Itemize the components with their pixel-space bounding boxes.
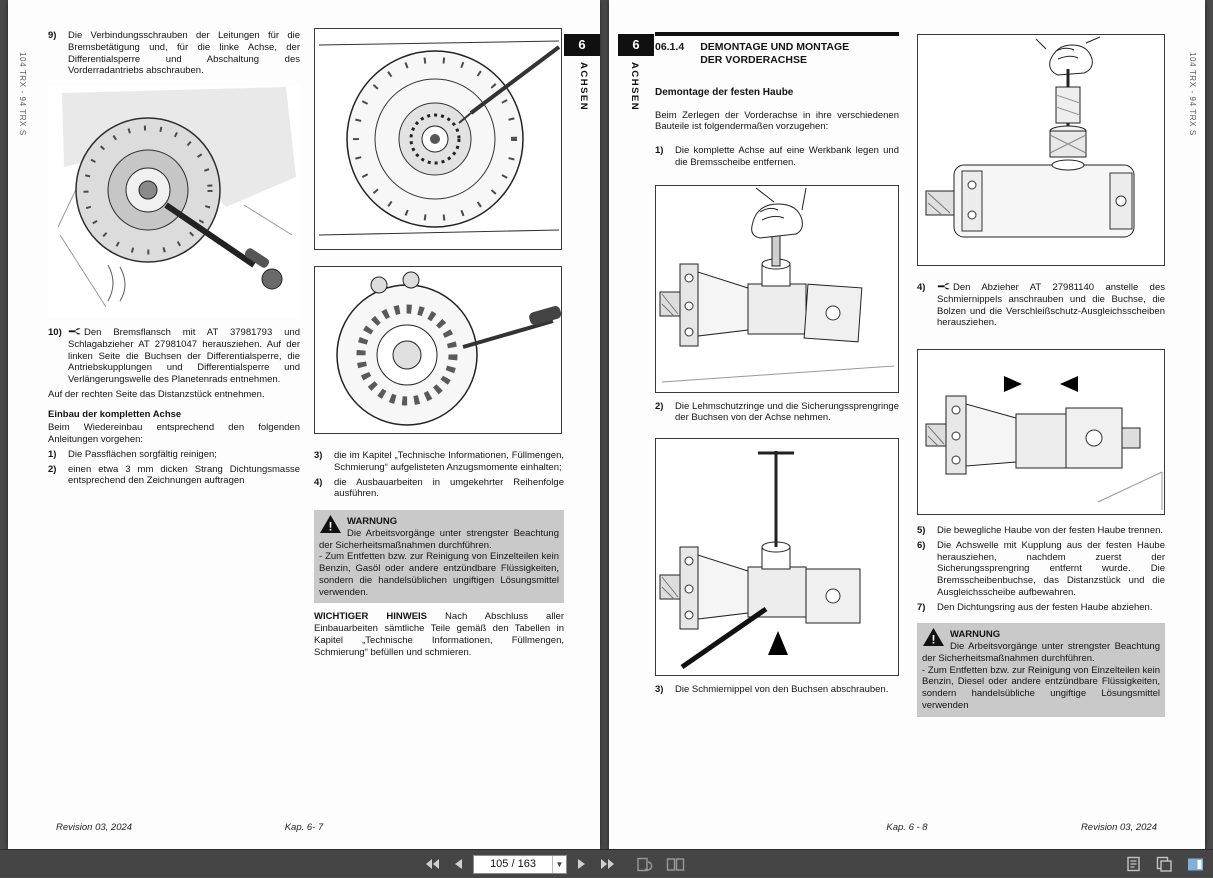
left-page-column-1 [48, 30, 300, 490]
model-side-label-right: 104 TRX - 94 TRX S [1187, 52, 1197, 136]
warning-triangle-icon [320, 515, 341, 533]
page-number-select[interactable] [473, 855, 567, 874]
axle-on-workbench-illustration [655, 185, 899, 393]
footer-chapter-left-page: Kap. 6- 7 [284, 822, 324, 833]
sidebar-panel-icon [1187, 857, 1204, 872]
wrench-icon [68, 327, 81, 336]
two-page-view-icon [666, 857, 685, 872]
page-indicator: 105 / 163 [490, 858, 536, 870]
left-page-column-2 [314, 28, 564, 658]
heading-einbau: Einbau der kompletten Achse [48, 408, 182, 420]
warning-title: WARNUNG [347, 516, 398, 528]
svg-text:!: ! [931, 632, 936, 647]
model-side-label-left: 104 TRX - 94 TRX S [17, 52, 27, 136]
list-item-3: 3) die im Kapitel „Technische Informationen, Füllmengen, Schmierung“ aufgelisteten Anzugsmomente einhalten; [314, 450, 564, 473]
list-item-4: 4) Den Abzieher AT 27981140 anstelle des Schmiernippels anschrauben und die Buchse, die Bolzen und die Verschleißschutz-Ausgleichsscheiben herausziehen. [917, 282, 1165, 329]
slide-hammer-illustration [917, 34, 1165, 266]
right-page-column-1 [655, 32, 899, 699]
double-right-arrow-icon [600, 858, 615, 870]
left-arrow-icon [453, 858, 463, 870]
thumbnails-panel-button[interactable] [1153, 854, 1175, 874]
chapter-tab-left [564, 34, 600, 56]
page-left [8, 0, 600, 849]
list-item-10-text: Den Bremsflansch mit AT 37981793 und Schlagabzieher AT 27981047 herausziehen. Auf der linken Seite die Buchsen der Differentialsperre, die Antriebskupplungen und Differentialsperre und Verlängerungswelle des Planetenrads entnehmen. [68, 327, 300, 386]
toolbar-right-actions [1123, 850, 1207, 878]
important-note [314, 611, 564, 658]
warning-line-1: Die Arbeitsvorgänge unter strengster Beachtung der Sicherheitsmaßnahmen durchführen. [319, 527, 559, 551]
warning-triangle-icon [923, 628, 944, 646]
list-item-10: 10) Den Bremsflansch mit AT 37981793 und Schlagabzieher AT 27981047 herausziehen. Auf der linken Seite die Buchsen der Differentialsperre, die Antriebskupplungen und Differentialsperre und Verlängerungswelle des Planetenrads entnehmen. [48, 327, 300, 386]
list-item-1: 1) Die Passflächen sorgfältig reinigen; [48, 448, 217, 460]
list-item-2: 2) einen etwa 3 mm dicken Strang Dichtungsmasse entsprechend den Zeichnungen auftragen [48, 463, 300, 487]
page-right [609, 0, 1205, 849]
important-note-text: Nach Abschluss aller Einbauarbeiten sämtliche Teile gemäß den Tabellen in Kapitel „Technische Informationen, Füllmengen, Schmierung“ befüllen und schmieren. [314, 611, 565, 658]
thumbnails-panel-icon [1156, 856, 1172, 872]
footer-revision-right-page: Revision 03, 2024 [1080, 822, 1157, 833]
list-item-4: 4) die Ausbauarbeiten in umgekehrter Reihenfolge ausführen. [314, 476, 564, 500]
two-page-view-button[interactable] [663, 855, 688, 874]
list-item-5: 5) Die bewegliche Haube von der festen Haube trennen. [917, 525, 1164, 537]
warning-box [314, 510, 564, 603]
right-arrow-icon [577, 858, 587, 870]
next-page-button[interactable] [574, 856, 590, 872]
last-page-button[interactable] [597, 856, 618, 872]
list-item-6: 6) Die Achswelle mit Kupplung aus der festen Haube herausziehen, nachdem zuerst der Sicherungssprengring entfernt wurde. Die Bremsscheibenbuchse, das Distanzstück und die Ausgleichsscheibe aufbewahren. [917, 539, 1165, 598]
list-item-2: 2) Die Lehmschutzringe und die Sicherungssprengringe der Buchsen von der Achse nehmen. [655, 400, 899, 424]
bearing-housing-illustration [314, 266, 562, 434]
right-page-column-2 [917, 30, 1165, 725]
rotate-page-button[interactable] [633, 855, 656, 874]
prev-page-button[interactable] [450, 856, 466, 872]
document-outline-button[interactable] [1123, 854, 1144, 874]
wrench-icon [937, 282, 950, 291]
footer-revision-left-page: Revision 03, 2024 [56, 822, 133, 833]
section-number: 06.1.4 [655, 41, 685, 53]
chapter-tab-right [618, 34, 654, 56]
important-note-label: WICHTIGER HINWEIS [314, 611, 428, 623]
rotate-page-icon [636, 857, 653, 872]
warning-line-2: - Zum Entfetten bzw. zur Reinigung von Einzelteilen kein Benzin, Diesel oder andere entzündbare Flüssigkeiten, sondern handelsübliche ungiftige Lösungsmittel verwenden [922, 664, 1160, 712]
sidebar-panel-button[interactable] [1184, 855, 1207, 874]
list-item-4-text: Den Abzieher AT 27981140 anstelle des Schmiernippels anschrauben und die Buchse, die Bolzen und die Verschleißschutz-Ausgleichsscheiben herausziehen. [937, 282, 1165, 329]
warning-box [917, 623, 1165, 716]
first-page-button[interactable] [422, 856, 443, 872]
document-outline-icon [1126, 856, 1141, 872]
warning-line-1: Die Arbeitsvorgänge unter strengster Beachtung der Sicherheitsmaßnahmen durchführen. [922, 641, 1160, 664]
axle-removal-illustration [48, 85, 300, 317]
double-left-arrow-icon [425, 858, 440, 870]
section-header [655, 32, 899, 67]
chapter-tab-number: 6 [578, 36, 586, 52]
subheading-demontage: Demontage der festen Haube [655, 87, 794, 99]
paragraph-right-side: Auf der rechten Seite das Distanzstück entnehmen. [48, 388, 265, 400]
list-item-7: 7) Den Dichtungsring aus der festen Haube abziehen. [917, 601, 1153, 613]
section-title: DEMONTAGE UND MONTAGE DER VORDERACHSE [700, 41, 850, 67]
brake-flange-illustration [314, 28, 562, 250]
page-navigation [422, 850, 688, 878]
warning-title: WARNUNG [950, 629, 1001, 641]
warning-line-2: - Zum Entfetten bzw. zur Reinigung von Einzelteilen kein Benzin, Gasöl oder andere entzündbare Flüssigkeiten, sondern die handelsüblichen ungiftigen Lösungsmittel verwenden. [319, 551, 559, 598]
chapter-tab-label-left: ACHSEN [577, 62, 589, 112]
paragraph-einbau: Beim Wiedereinbau entsprechend den folgenden Anleitungen vorgehen: [48, 422, 300, 446]
axle-lever-illustration [655, 438, 899, 676]
svg-text:!: ! [328, 519, 333, 534]
hub-separation-illustration [917, 349, 1165, 515]
list-item-3: 3) Die Schmiernippel von den Buchsen abschrauben. [655, 684, 889, 696]
dropdown-caret-icon: ▼ [552, 856, 566, 873]
chapter-tab-label-right: ACHSEN [628, 62, 640, 112]
viewer-toolbar [0, 849, 1213, 877]
chapter-tab-number-right: 6 [632, 36, 640, 52]
list-item-9: 9) Die Verbindungsschrauben der Leitungen für die Bremsbetätigung und, für die linke Achse, der Differentialsperre und Abschaltung des Vorderradantriebs abschrauben. [48, 30, 300, 77]
list-item-1: 1) Die komplette Achse auf eine Werkbank legen und die Bremsscheibe entfernen. [655, 145, 899, 168]
footer-chapter-right-page: Kap. 6 - 8 [886, 822, 928, 833]
intro-paragraph: Beim Zerlegen der Vorderachse in ihre verschiedenen Bauteile ist folgendermaßen vorzugehen: [655, 109, 899, 133]
